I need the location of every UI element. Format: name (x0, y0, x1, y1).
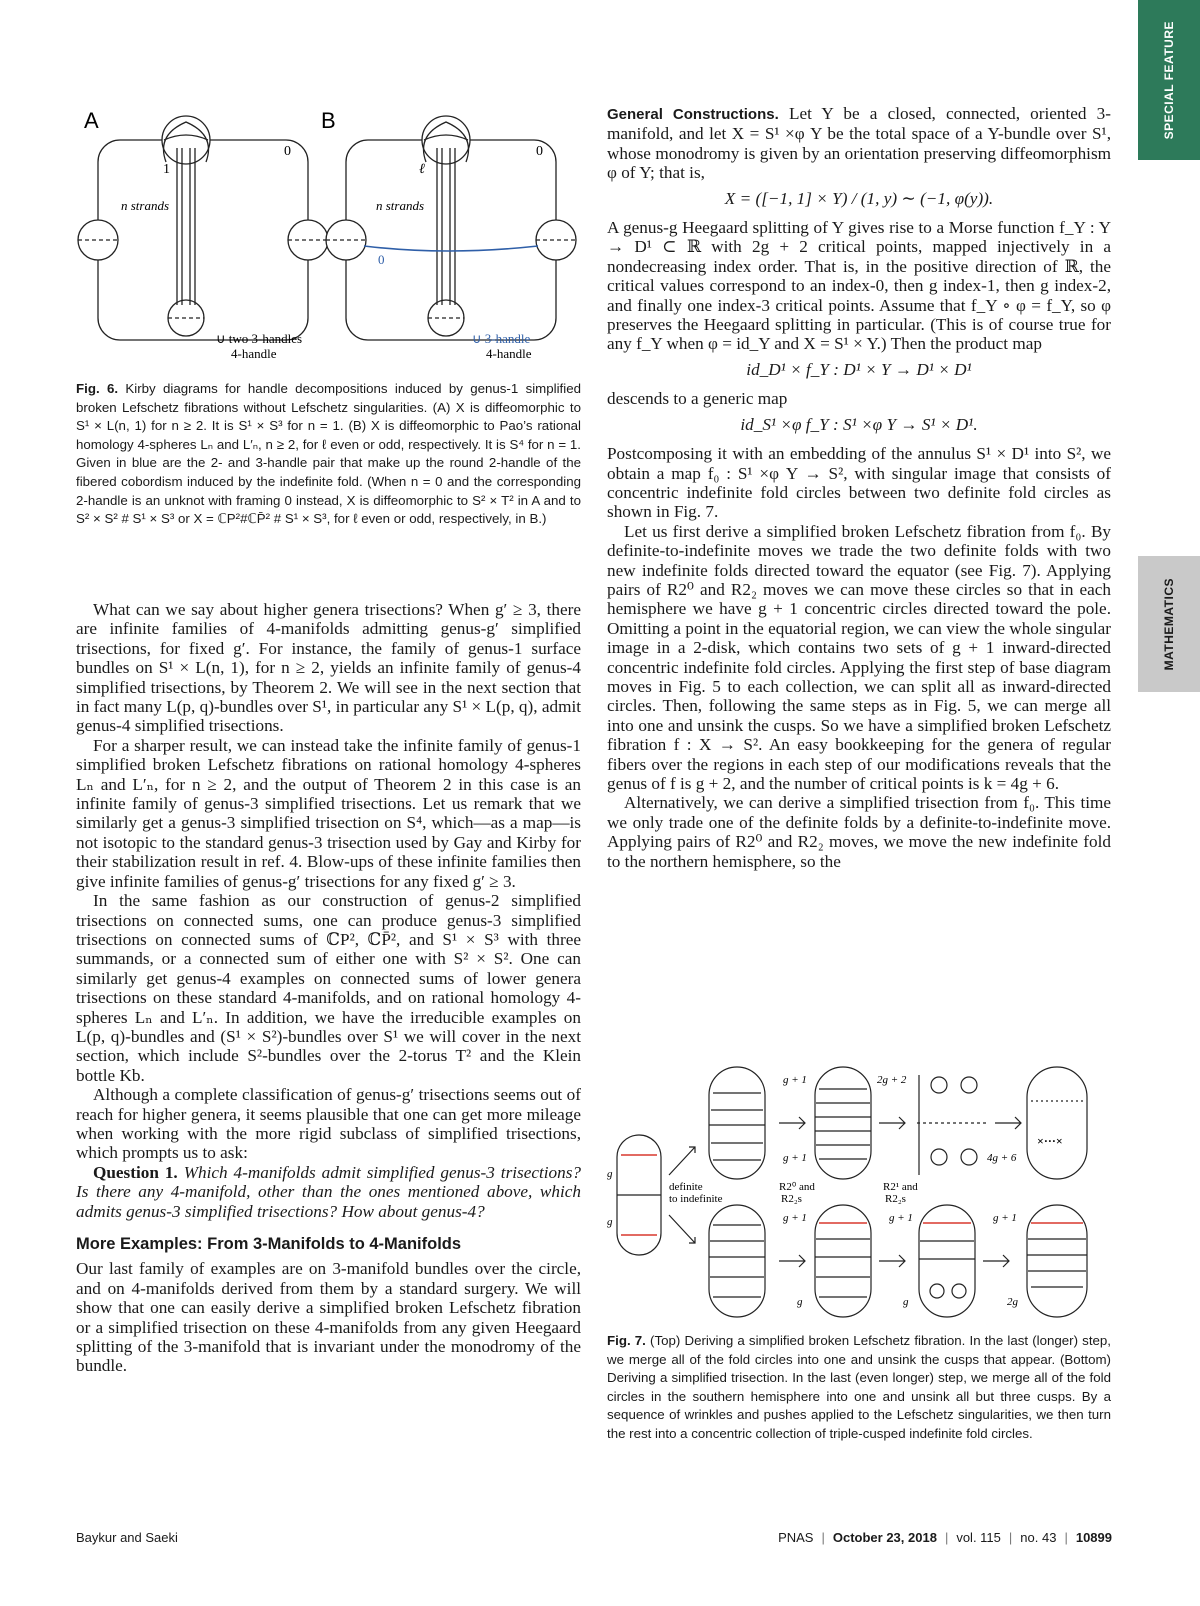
fig7-bot-g-b: g (903, 1296, 909, 1308)
equation-product-map: id_D¹ × f_Y : D¹ × Y → D¹ × D¹ (746, 359, 972, 379)
left-paragraph-1: What can we say about higher genera trisections? When g′ ≥ 3, there are infinite families of 4-manifolds admitting genus-g′ simplified trisections, for fixed g′. For instance, the family of genus-1 surface bundles on S¹ × L(n, 1), for n ≥ 2, yields an infinite family of genus-4 simplified trisections, by Theorem 2. We will see in the next section that in fact many L(p, q)-bundles over S¹, in particular any S¹ × L(p, q), admit genus-4 simplified trisections. (76, 600, 581, 736)
fig7-top-4gp6: 4g + 6 (987, 1152, 1017, 1164)
right-paragraph-2: A genus-g Heegaard splitting of Y gives rise to a Morse function f_Y : Y → D¹ ⊂ ℝ with 2g + 2 critical points, mapped injectively in a nondecreasing index order. That is, in the positive direction of ℝ, the critical values correspond to an index-0, then g index-1, then g index-2, and finally one index-3 critical points. Assume that f_Y ∘ φ = f_Y, so φ preserves the Heegaard splitting in particular. (This is of course true for any f_Y when φ = id_Y and X = S¹ × Y.) Then the product map (607, 218, 1111, 354)
mathematics-tab (1138, 556, 1200, 692)
figure-7-fold-diagrams (607, 1065, 1111, 1320)
fig7-caption-text: (Top) Deriving a simplified broken Lefschetz fibration. In the last (longer) step, we merge all of the fold circles into one and unsink the cusps that appear. (Bottom) Deriving a simplified trisection. In the last (even longer) step, we merge all of the fold circles in the southern hemisphere into one and unsink all but three cusps. By a sequence of wrinkles and pushes applied to the Lefschetz singularities, we then turn the rest into a concentric collection of triple-cusped indefinite fold circles. (607, 1333, 1111, 1441)
fig7-r2-b-1: R2¹ and (883, 1181, 918, 1193)
fig7-bot-g-a: g (797, 1296, 803, 1308)
special-feature-label: SPECIAL FEATURE (1162, 20, 1176, 140)
special-feature-tab (1138, 0, 1200, 160)
equation-bundle: X = ([−1, 1] × Y) / (1, y) ∼ (−1, φ(y)). (724, 188, 994, 208)
footer-issue: no. 43 (1020, 1530, 1057, 1545)
fig7-g-left-top: g (607, 1168, 613, 1180)
fig7-top-x-row: ×···× (1037, 1134, 1063, 1148)
fig7-def-to-indef-1: definite (669, 1181, 703, 1193)
fig6-b-ell: ℓ (419, 162, 425, 177)
right-paragraph-5: Let us first derive a simplified broken Lefschetz fibration from f₀. By definite-to-indefinite moves we trade the two definite folds with two new indefinite folds directed toward the equator (see Fig. 7). Applying pairs of R2⁰ and R2₂ moves we can move these circles so that in each hemisphere we have g + 1 concentric circles directed toward the pole. Omitting a point in the equatorial region, we can view the whole singular image in a 2-disk, which contains two sets of g + 1 inward-directed concentric indefinite fold circles. Applying the first step of base diagram moves in Fig. 5 to each collection, we can split all as inward-directed circles. Then, following the same steps as in Fig. 5, we can merge all into one and unsink the cusps. So we have a simplified broken Lefschetz fibration f : X → S². An easy bookkeeping for the genera of regular fibers over the regions in each step of our modifications reveals that the genus of f is g + 2, and the number of critical points is k = 4g + 6. (607, 521, 1111, 793)
fig7-r2-a-1: R2⁰ and (779, 1181, 815, 1193)
footer-page-number: 10899 (1075, 1530, 1112, 1545)
left-paragraph-5: Our last family of examples are on 3-manifold bundles over the circle, and on 4-manifolds derived from them by a standard surgery. We will show that one can easily derive a simplified broken Lefschetz fibration or a simplified trisection on these 4-manifolds from any given Heegaard splitting of the 3-manifold that is invariant under the monodromy of the bundle. (76, 1259, 581, 1376)
fig6-caption-text: Kirby diagrams for handle decompositions induced by genus-1 simplified broken Lefschetz fibrations without Lefschetz singularities. (A) X is diffeomorphic to S¹ × L(n, 1) for n ≥ 2. It is S¹ × S³ for n = 1. (B) X is diffeomorphic to Pao’s rational homology 4-spheres Lₙ and L′ₙ, n ≥ 2, for ℓ even or odd, respectively. It is S⁴ for n = 1. Given in blue are the 2- and 3-handle pair that make up the round 2-handle of the fibered cobordism induced by the indefinite fold. (When n = 0 and the corresponding 2-handle is an unknot with framing 0 instead, X is diffeomorphic to S² × T² in A and to S² × S² # S¹ × S³ or X = ℂP²#ℂP̄² # S¹ × S³, for ℓ even or odd, respectively, in B.) (76, 381, 581, 527)
figure-7-caption (607, 1332, 1111, 1444)
fig7-top-gp1-b: g + 1 (783, 1152, 807, 1164)
fig7-def-to-indef-2: to indefinite (669, 1193, 723, 1205)
right-paragraph-6: Alternatively, we can derive a simplified trisection from f₀. This time we only trade one of the definite folds by a definite-to-indefinite move. Applying pairs of R2⁰ and R2₂ moves, we move the new indefinite fold to the northern hemisphere, so the (607, 793, 1111, 871)
footer-authors: Baykur and Saeki (76, 1530, 178, 1545)
fig7-top-gp1-a: g + 1 (783, 1074, 807, 1086)
fig6-b-zero-blue: 0 (378, 252, 385, 267)
question-1-label: Question 1. (93, 1162, 178, 1182)
right-paragraph-1 (607, 104, 1111, 183)
fig7-bot-gp1-b: g + 1 (889, 1212, 913, 1224)
fig7-caption-label: Fig. 7. (607, 1333, 646, 1348)
fig7-bot-gp1-c: g + 1 (993, 1212, 1017, 1224)
fig7-top-2gp2: 2g + 2 (877, 1074, 907, 1086)
figure-6-kirby-diagrams (76, 100, 581, 370)
fig6-b-zero-top: 0 (536, 144, 543, 159)
fig7-r2-a-2: R2₂s (781, 1193, 802, 1205)
fig7-r2-b-2: R2₂s (885, 1193, 906, 1205)
fig6-a-zero: 0 (284, 144, 291, 159)
fig6-a-strands: n strands (121, 198, 170, 213)
footer-journal-info: PNAS | October 23, 2018 | vol. 115 | no. 43 | 10899 (778, 1530, 1112, 1545)
footer-volume: vol. 115 (956, 1530, 1001, 1545)
fig6-a-one: 1 (163, 162, 170, 177)
section-heading-more-examples: More Examples: From 3-Manifolds to 4-Manifolds (76, 1235, 462, 1253)
question-1 (76, 1163, 581, 1221)
fig6-a-handles-2: 4-handle (231, 346, 277, 361)
left-paragraph-2: For a sharper result, we can instead take the infinite family of genus-1 simplified broken Lefschetz fibrations on rational homology 4-spheres Lₙ and L′ₙ, for n ≥ 2, and the output of Theorem 2 in this case is an infinite family of genus-3 simplified trisections. Let us remark that we similarly get a genus-3 simplified trisection on S⁴, which—as a map—is not isotopic to the standard genus-3 trisection used by Gay and Kirby for their stabilization result in ref. 4. Blow-ups of these infinite families then give infinite families of genus-g′ trisections for any fixed g′ ≥ 3. (76, 735, 581, 891)
equation-generic-map: id_S¹ ×φ f_Y : S¹ ×φ Y → S¹ × D¹. (740, 414, 978, 434)
left-column-text (76, 600, 581, 1376)
fig6-panel-a-label: A (84, 108, 99, 133)
figure-6-caption (76, 380, 581, 529)
right-paragraph-1-text: Let Y be a closed, connected, oriented 3-manifold, and let X = S¹ ×φ Y be the total space of a Y-bundle over S¹, whose monodromy is given by an orientation preserving diffeomorphism φ of Y; that is, (607, 104, 1112, 183)
question-1-text: Which 4-manifolds admit simplified genus-3 trisections? Is there any 4-manifold, other than the ones mentioned above, which admits genus-3 simplified trisections? How about genus-4? (76, 1162, 582, 1221)
figure-7 (607, 1065, 1111, 1320)
fig6-b-handles-2: 4-handle (486, 346, 532, 361)
right-paragraph-3: descends to a generic map (607, 389, 788, 409)
mathematics-label: MATHEMATICS (1162, 577, 1176, 671)
page-footer (76, 1530, 1112, 1550)
right-paragraph-4: Postcomposing it with an embedding of the annulus S¹ × D¹ into S², we obtain a map f₀ : S¹ ×φ Y → S², with singular image that consists of concentric indefinite fold circles between two definite fold circles as shown in Fig. 7. (607, 444, 1111, 522)
fig6-b-handles-1: ∪ 3-handle (472, 331, 531, 346)
fig6-panel-b-label: B (321, 108, 336, 133)
fig6-b-strands: n strands (376, 198, 425, 213)
left-paragraph-4: Although a complete classification of genus-g′ trisections seems out of reach for higher genera, it seems plausible that one can get more mileage when working with the more rigid subclass of simplified trisections, which prompts us to ask: (76, 1085, 581, 1163)
footer-date: October 23, 2018 (832, 1530, 937, 1545)
run-head-general-constructions: General Constructions. (607, 106, 779, 123)
fig7-bot-gp1-a: g + 1 (783, 1212, 807, 1224)
right-column-text (607, 104, 1111, 871)
fig7-g-left-bot: g (607, 1216, 613, 1228)
fig6-caption-label: Fig. 6. (76, 381, 119, 396)
left-paragraph-3: In the same fashion as our construction of genus-2 simplified trisections on connected sums, one can produce genus-3 simplified trisections on connected sums of ℂP², ℂP̄², and S¹ × S³ with three summands, or a connected sum of either one with S² × S². One can similarly get genus-4 examples on connected sums of lower genera trisections on these standard 4-manifolds, and on rational homology 4-spheres Lₙ and L′ₙ. In addition, we have the irreducible examples on L(p, q)-bundles and (S¹ × S²)-bundles over S¹ we will cover in the next section, which include S²-bundles over the 2-torus T² and the Klein bottle Kb. (76, 891, 581, 1085)
figure-6 (76, 100, 581, 370)
fig6-a-handles-1: ∪ two 3-handles (216, 331, 303, 346)
footer-journal: PNAS (778, 1530, 814, 1545)
fig7-bot-2g: 2g (1007, 1296, 1018, 1308)
